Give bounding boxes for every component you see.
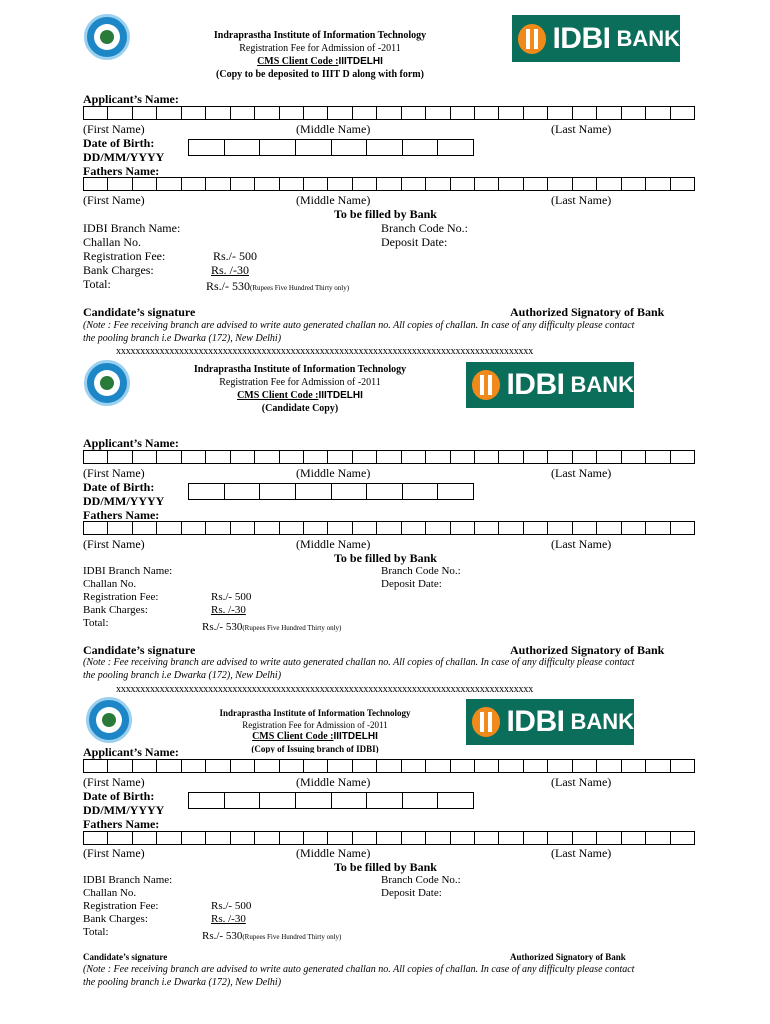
last-name-label-2: (Last Name) <box>551 466 612 480</box>
institute-title: Indraprastha Institute of Information Technology <box>213 30 427 41</box>
registration-subtitle-2: Registration Fee for Admission of -2011 <box>219 377 381 388</box>
dob-format: DD/MM/YYYY <box>83 150 165 164</box>
middle-name-label: (Middle Name) <box>296 122 371 136</box>
institute-title-3: Indraprastha Institute of Information Technology <box>219 708 411 718</box>
first-name-label: (First Name) <box>83 122 145 136</box>
deposit-date-label-3: Deposit Date: <box>381 887 442 899</box>
applicant-name-boxes-2[interactable] <box>83 450 695 464</box>
bank-section-heading-3: To be filled by Bank <box>334 860 437 874</box>
idbi-bank-logo-3: IDBI BANK <box>466 699 634 745</box>
branch-code-label-2: Branch Code No.: <box>381 565 461 577</box>
applicant-name-boxes-3[interactable] <box>83 759 695 773</box>
first-name-label-3: (First Name) <box>83 775 145 789</box>
registration-fee-label-3: Registration Fee: <box>83 900 159 912</box>
authorized-signatory-label: Authorized Signatory of Bank <box>510 305 665 319</box>
last-name-label-3: (Last Name) <box>551 775 612 789</box>
total-label-2: Total: <box>83 617 109 629</box>
cms-client-code: CMS Client Code :IIITDELHI <box>257 56 383 67</box>
note-line-2-2: the pooling branch i.e Dwarka (172), New Delhi) <box>83 670 282 681</box>
total-label: Total: <box>83 277 111 291</box>
father-last-name-label-3: (Last Name) <box>551 846 612 860</box>
branch-name-label-3: IDBI Branch Name: <box>83 874 173 886</box>
copy-label-2: (Candidate Copy) <box>261 403 339 414</box>
first-name-label-2: (First Name) <box>83 466 145 480</box>
registration-fee-label: Registration Fee: <box>83 249 166 263</box>
father-first-name-label: (First Name) <box>83 193 145 207</box>
idbi-bank-logo-2: IDBI BANK <box>466 362 634 408</box>
fathers-name-label: Fathers Name: <box>83 164 160 178</box>
registration-fee-amount-2: Rs./- 500 <box>211 591 252 603</box>
note-line-1: (Note : Fee receiving branch are advised to write auto generated challan no. All copies of challan. In case of any difficulty please contact <box>83 320 635 331</box>
challan-no-label-3: Challan No. <box>83 887 137 899</box>
cut-line-separator: xxxxxxxxxxxxxxxxxxxxxxxxxxxxxxxxxxxxxxxxxxxxxxxxxxxxxxxxxxxxxxxxxxxxxxxxxxxxxxxxxxxxxx <box>116 346 534 357</box>
authorized-signatory-label-2: Authorized Signatory of Bank <box>510 643 665 657</box>
middle-name-label-2: (Middle Name) <box>296 466 371 480</box>
candidate-signature-label: Candidate’s signature <box>83 305 196 319</box>
iiitd-seal-logo-2 <box>84 360 130 406</box>
fathers-name-label-2: Fathers Name: <box>83 508 160 522</box>
father-last-name-label-2: (Last Name) <box>551 537 612 551</box>
branch-code-label: Branch Code No.: <box>381 221 468 235</box>
father-middle-name-label-3: (Middle Name) <box>296 846 371 860</box>
registration-fee-amount: Rs./- 500 <box>213 249 258 263</box>
middle-name-label-3: (Middle Name) <box>296 775 371 789</box>
fathers-name-boxes[interactable] <box>83 177 695 191</box>
fathers-name-label-3: Fathers Name: <box>83 817 160 831</box>
fathers-name-boxes-2[interactable] <box>83 521 695 535</box>
dob-label-3: Date of Birth: <box>83 789 155 803</box>
dob-boxes-3[interactable] <box>188 792 474 809</box>
branch-code-label-3: Branch Code No.: <box>381 874 461 886</box>
cms-client-code-2: CMS Client Code :IIITDELHI <box>237 390 363 401</box>
cut-line-separator-2: xxxxxxxxxxxxxxxxxxxxxxxxxxxxxxxxxxxxxxxxxxxxxxxxxxxxxxxxxxxxxxxxxxxxxxxxxxxxxxxxxxxxxx <box>116 684 534 695</box>
iiitd-seal-logo-3 <box>86 697 132 743</box>
challan-no-label-2: Challan No. <box>83 578 137 590</box>
candidate-signature-label-3: Candidate’s signature <box>83 952 168 962</box>
cms-client-code-3: CMS Client Code :IIITDELHI <box>252 731 378 742</box>
bank-charges-amount-2: Rs. /-30 <box>211 604 246 616</box>
applicant-name-boxes[interactable] <box>83 106 695 120</box>
deposit-date-label-2: Deposit Date: <box>381 578 442 590</box>
last-name-label: (Last Name) <box>551 122 612 136</box>
father-first-name-label-3: (First Name) <box>83 846 145 860</box>
candidate-signature-label-2: Candidate’s signature <box>83 643 196 657</box>
institute-title-2: Indraprastha Institute of Information Technology <box>193 364 407 375</box>
bank-charges-label-2: Bank Charges: <box>83 604 148 616</box>
challan-no-label: Challan No. <box>83 235 141 249</box>
idbi-bank-logo: IDBI BANK <box>512 15 680 62</box>
total-amount-2: Rs./- 530(Rupees Five Hundred Thirty only) <box>202 621 342 633</box>
deposit-date-label: Deposit Date: <box>381 235 448 249</box>
bank-charges-label: Bank Charges: <box>83 263 154 277</box>
bank-charges-amount-3: Rs. /-30 <box>211 913 246 925</box>
dob-boxes-2[interactable] <box>188 483 474 500</box>
branch-name-label-2: IDBI Branch Name: <box>83 565 173 577</box>
bank-section-heading-2: To be filled by Bank <box>334 551 437 565</box>
dob-boxes[interactable] <box>188 139 474 156</box>
branch-name-label: IDBI Branch Name: <box>83 221 181 235</box>
bank-charges-label-3: Bank Charges: <box>83 913 148 925</box>
registration-fee-label-2: Registration Fee: <box>83 591 159 603</box>
authorized-signatory-label-3: Authorized Signatory of Bank <box>510 952 626 962</box>
father-middle-name-label: (Middle Name) <box>296 193 371 207</box>
registration-fee-amount-3: Rs./- 500 <box>211 900 252 912</box>
copy-label-3: (Copy of Issuing branch of IDBI) <box>251 744 379 753</box>
total-amount: Rs./- 530(Rupees Five Hundred Thirty only) <box>206 279 350 293</box>
dob-label-2: Date of Birth: <box>83 480 155 494</box>
applicant-name-label-3: Applicant’s Name: <box>83 745 179 759</box>
registration-subtitle: Registration Fee for Admission of -2011 <box>239 43 401 54</box>
total-amount-3: Rs./- 530(Rupees Five Hundred Thirty only) <box>202 930 342 942</box>
father-first-name-label-2: (First Name) <box>83 537 145 551</box>
copy-label: (Copy to be deposited to IIIT D along with form) <box>216 69 424 80</box>
father-last-name-label: (Last Name) <box>551 193 612 207</box>
fathers-name-boxes-3[interactable] <box>83 831 695 845</box>
applicant-name-label-2: Applicant’s Name: <box>83 436 179 450</box>
note-line-2-3: the pooling branch i.e Dwarka (172), New Delhi) <box>83 977 282 988</box>
applicant-name-label: Applicant’s Name: <box>83 92 179 106</box>
dob-format-3: DD/MM/YYYY <box>83 803 165 817</box>
dob-format-2: DD/MM/YYYY <box>83 494 165 508</box>
father-middle-name-label-2: (Middle Name) <box>296 537 371 551</box>
bank-charges-amount: Rs. /-30 <box>211 263 250 277</box>
note-line-2: the pooling branch i.e Dwarka (172), New Delhi) <box>83 333 282 344</box>
note-line-1-3: (Note : Fee receiving branch are advised to write auto generated challan no. All copies of challan. In case of any difficulty please contact <box>83 964 635 975</box>
registration-subtitle-3: Registration Fee for Admission of -2011 <box>242 720 388 730</box>
iiitd-seal-logo <box>84 14 130 60</box>
total-label-3: Total: <box>83 926 109 938</box>
bank-section-heading: To be filled by Bank <box>334 207 437 221</box>
note-line-1-2: (Note : Fee receiving branch are advised to write auto generated challan no. All copies of challan. In case of any difficulty please contact <box>83 657 635 668</box>
dob-label: Date of Birth: <box>83 136 155 150</box>
